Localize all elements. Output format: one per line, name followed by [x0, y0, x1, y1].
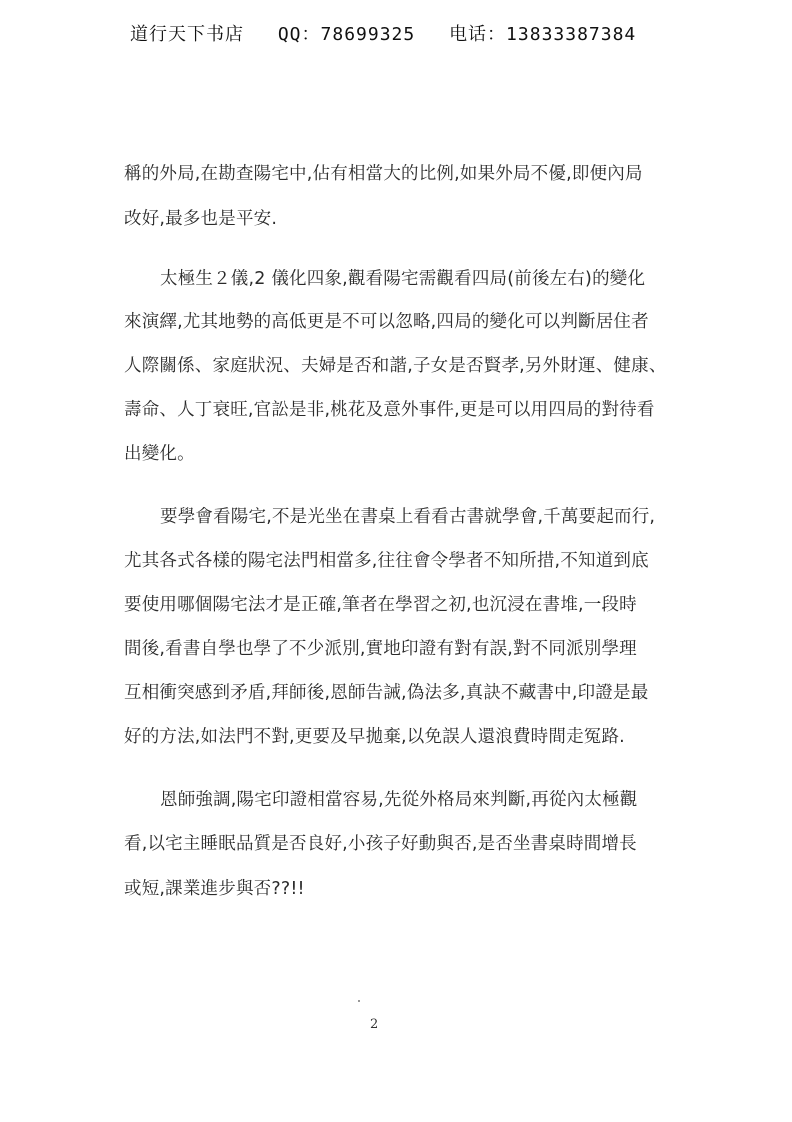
qq-contact: QQ：78699325 — [277, 24, 416, 45]
paragraph-4-line-1: 恩師強調,陽宅印證相當容易,先從外格局來判斷,再從內太極觀 — [160, 790, 638, 810]
shop-name: 道行天下书店 — [130, 24, 244, 45]
paragraph-2-line-5: 出變化。 — [124, 444, 195, 464]
phone-contact: 电话：13833387384 — [449, 24, 637, 45]
paragraph-4-line-3: 或短,課業進步與否??!! — [124, 879, 305, 899]
paragraph-1-line-2: 改好,最多也是平安. — [124, 209, 278, 229]
paragraph-2-line-3: 人際關係、家庭狀況、夫婦是否和諧,子女是否賢孝,另外財運、健康、 — [124, 356, 667, 376]
page-number: 2 — [370, 1017, 379, 1032]
paragraph-2-line-4: 壽命、人丁衰旺,官訟是非,桃花及意外事件,更是可以用四局的對待看 — [124, 400, 655, 420]
paragraph-3-line-1: 要學會看陽宅,不是光坐在書桌上看看古書就學會,千萬要起而行, — [160, 507, 656, 527]
paragraph-2-line-1: 太極生２儀,2 儀化四象,觀看陽宅需觀看四局(前後左右)的變化 — [160, 269, 646, 289]
paragraph-2-line-2: 來演繹,尤其地勢的高低更是不可以忽略,四局的變化可以判斷居住者 — [124, 312, 649, 332]
scan-speck — [358, 1000, 360, 1002]
paragraph-3-line-5: 互相衝突感到矛盾,拜師後,恩師告誡,偽法多,真訣不藏書中,印證是最 — [124, 683, 649, 703]
paragraph-3-line-2: 尤其各式各樣的陽宅法門相當多,往往會令學者不知所措,不知道到底 — [124, 551, 649, 571]
header-banner — [130, 20, 658, 46]
paragraph-3-line-4: 間後,看書自學也學了不少派別,實地印證有對有誤,對不同派別學理 — [124, 639, 637, 659]
paragraph-4-line-2: 看,以宅主睡眠品質是否良好,小孩子好動與否,是否坐書桌時間增長 — [124, 834, 637, 854]
paragraph-1-line-1: 稱的外局,在勘查陽宅中,佔有相當大的比例,如果外局不優,即便內局 — [124, 164, 643, 184]
paragraph-3-line-3: 要使用哪個陽宅法才是正確,筆者在學習之初,也沉浸在書堆,一段時 — [124, 595, 637, 615]
paragraph-3-line-6: 好的方法,如法門不對,更要及早拋棄,以免誤人還浪費時間走冤路. — [124, 727, 625, 747]
